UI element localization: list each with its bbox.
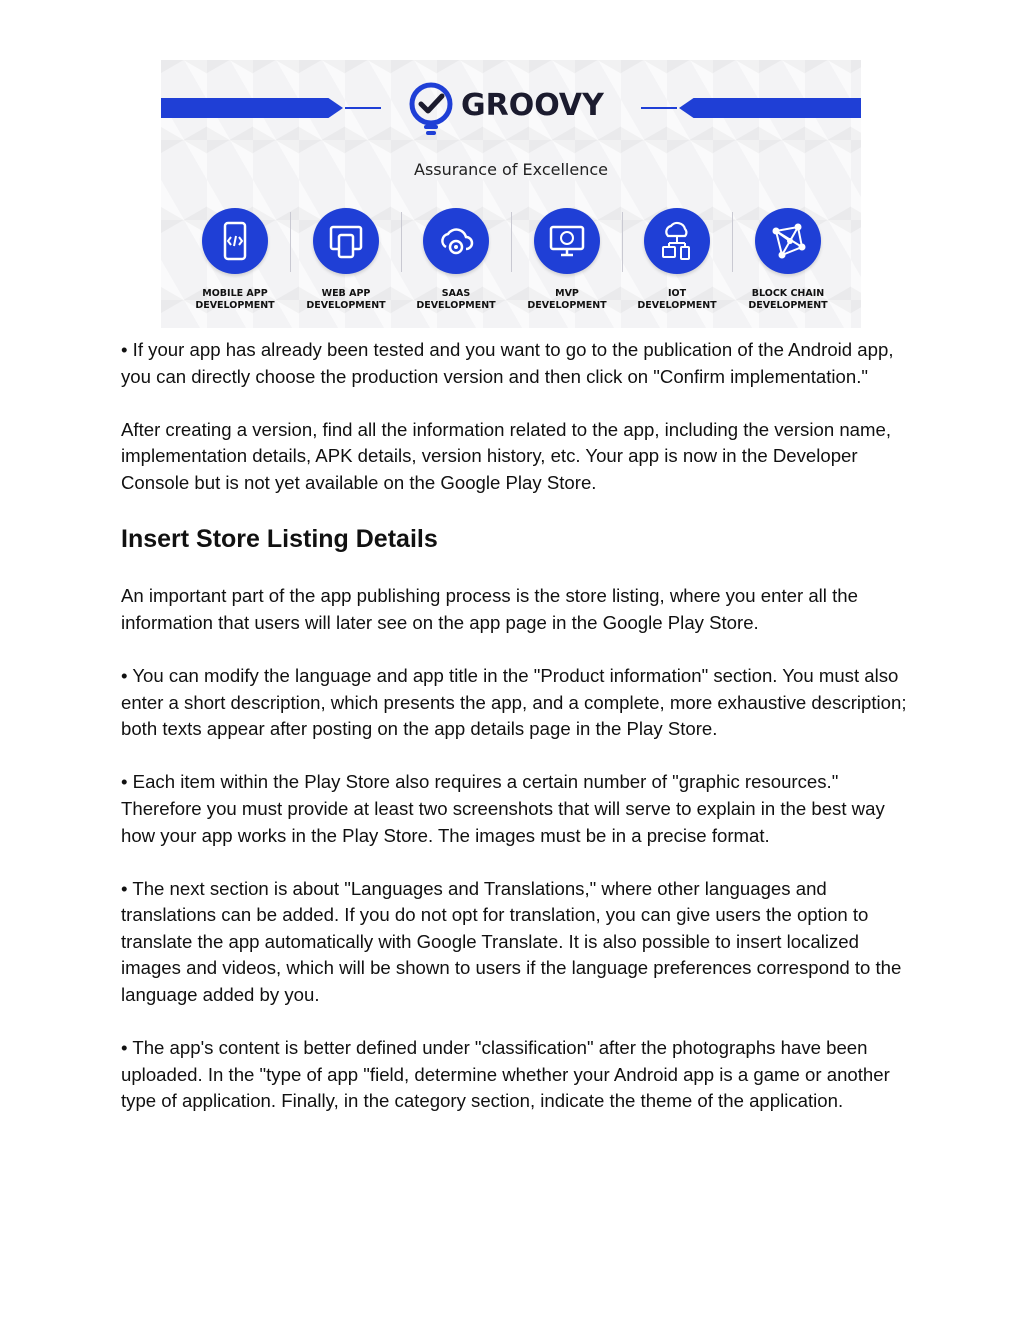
service-web-app bbox=[291, 208, 401, 312]
service-label-line1: IOT bbox=[667, 288, 687, 299]
service-label-line2: DEVELOPMENT bbox=[195, 300, 275, 311]
banner-bar-left bbox=[161, 98, 343, 118]
devices-icon bbox=[326, 221, 366, 261]
service-label-line2: DEVELOPMENT bbox=[637, 300, 717, 311]
banner-image bbox=[161, 60, 861, 328]
service-blockchain bbox=[733, 208, 843, 312]
paragraph: An important part of the app publishing process is the store listing, where you enter all the information that users will later see on the app page in the Google Play Store. bbox=[121, 585, 858, 633]
services-row bbox=[161, 208, 861, 318]
service-label-line1: BLOCK CHAIN bbox=[751, 288, 825, 299]
paragraph: • Each item within the Play Store also requires a certain number of "graphic resources." Therefore you must provide at least two screenshots that will serve to explain in the best way how your app works in the Play Store. The images must be in a precise format. bbox=[121, 771, 885, 846]
groovy-logo bbox=[409, 82, 619, 138]
tagline: Assurance of Excellence bbox=[414, 160, 608, 179]
paragraph: After creating a version, find all the information related to the app, including the version name, implementation details, APK details, version history, etc. Your app is now in the Developer Console but is not yet available on the Google Play Store. bbox=[121, 418, 892, 493]
blockchain-network-icon bbox=[768, 221, 808, 261]
iot-cloud-icon bbox=[657, 221, 697, 261]
service-label-line2: DEVELOPMENT bbox=[527, 300, 607, 311]
service-label-line2: DEVELOPMENT bbox=[306, 300, 386, 311]
banner-line-right bbox=[641, 107, 677, 109]
service-label-line2: DEVELOPMENT bbox=[416, 300, 496, 311]
service-label-line1: SAAS bbox=[441, 288, 471, 299]
service-saas bbox=[401, 208, 511, 312]
service-label-line1: MVP bbox=[555, 288, 579, 299]
document-body bbox=[121, 337, 911, 1142]
paragraph: • The app's content is better defined under "classification" after the photographs have been uploaded. In the "type of app "field, determine whether your Android app is a game or another type of application. Finally, in the category section, indicate the theme of the application. bbox=[121, 1037, 890, 1112]
service-mvp bbox=[512, 208, 622, 312]
service-mobile-app bbox=[180, 208, 290, 312]
service-label-line2: DEVELOPMENT bbox=[748, 300, 828, 311]
lightbulb-check-icon bbox=[409, 82, 455, 136]
paragraph: • You can modify the language and app title in the "Product information" section. You must also enter a short description, which presents the app, and a complete, more exhaustive description; both texts appear after posting on the app details page in the Play Store. bbox=[121, 664, 907, 740]
paragraph: • If your app has already been tested and you want to go to the publication of the Android app, you can directly choose the production version and then click on "Confirm implementation." bbox=[121, 339, 894, 387]
service-label-line1: WEB APP bbox=[321, 288, 371, 299]
service-iot bbox=[622, 208, 732, 312]
paragraph: • The next section is about "Languages and Translations," where other languages and translations can be added. If you do not opt for translation, you can give users the option to translate the app automatically with Google Translate. It is also possible to insert localized images and videos, which will be shown to users if the language preferences correspond to the language added by you. bbox=[121, 877, 902, 1006]
mvp-monitor-icon bbox=[547, 221, 587, 261]
banner-line-left bbox=[345, 107, 381, 109]
cloud-gear-icon bbox=[436, 221, 476, 261]
banner-bar-right bbox=[679, 98, 861, 118]
brand-name: GROOVY bbox=[461, 88, 604, 123]
service-label-line1: MOBILE APP bbox=[202, 288, 268, 299]
section-heading: Insert Store Listing Details bbox=[121, 525, 438, 554]
mobile-code-icon bbox=[215, 221, 255, 261]
